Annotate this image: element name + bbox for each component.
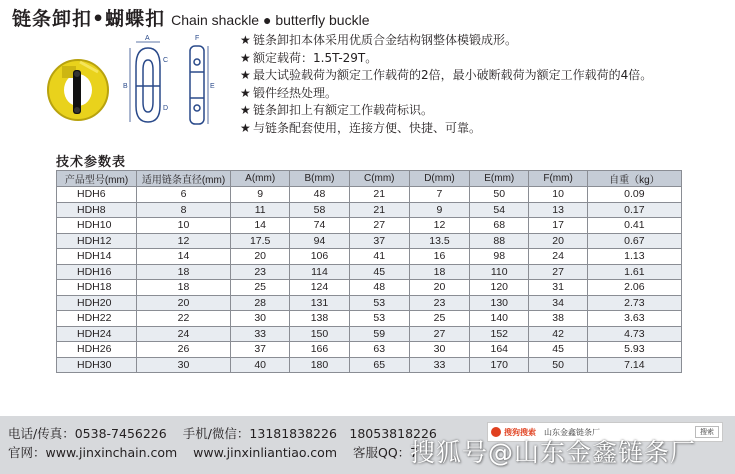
table-cell: 2.73 (587, 295, 681, 311)
cell-model: HDH24 (57, 326, 137, 342)
table-cell: 45 (349, 264, 409, 280)
table-cell: 25 (231, 280, 290, 296)
table-cell: 170 (470, 357, 529, 373)
table-cell: 30 (137, 357, 231, 373)
table-cell: 42 (529, 326, 587, 342)
header-c: C(mm) (349, 171, 409, 187)
page-title (12, 4, 370, 30)
table-cell: 166 (290, 342, 349, 358)
table-cell: 59 (349, 326, 409, 342)
table-cell: 0.67 (587, 233, 681, 249)
table-cell: 14 (231, 218, 290, 234)
table-cell: 18 (409, 264, 469, 280)
table-cell: 130 (470, 295, 529, 311)
table-cell: 180 (290, 357, 349, 373)
footer-phone: 电话/传真：0538-7456226 (8, 426, 167, 441)
footer-website-2[interactable]: www.jinxinliantiao.com (193, 445, 337, 460)
feature-item: ★ 与链条配套使用，连接方便、快捷、可靠。 (240, 120, 730, 138)
table-cell: 40 (231, 357, 290, 373)
table-cell: 30 (231, 311, 290, 327)
table-cell: 45 (529, 342, 587, 358)
table-cell: 20 (409, 280, 469, 296)
table-cell: 1.61 (587, 264, 681, 280)
table-cell: 18 (137, 264, 231, 280)
cell-model: HDH22 (57, 311, 137, 327)
table-cell: 114 (290, 264, 349, 280)
table-row (57, 311, 682, 327)
table-row (57, 357, 682, 373)
table-cell: 98 (470, 249, 529, 265)
table-cell: 28 (231, 295, 290, 311)
table-cell: 58 (290, 202, 349, 218)
table-cell: 5.93 (587, 342, 681, 358)
dim-label-e: E (210, 83, 215, 90)
table-cell: 7.14 (587, 357, 681, 373)
dim-label-b: B (123, 83, 128, 90)
table-cell: 138 (290, 311, 349, 327)
sogou-logo: 搜狗搜索 (491, 427, 536, 438)
table-cell: 31 (529, 280, 587, 296)
star-icon: ★ (240, 85, 251, 100)
spec-table (56, 170, 682, 373)
table-cell: 53 (349, 295, 409, 311)
dim-label-a: A (145, 35, 150, 42)
search-button[interactable]: 搜索 (695, 426, 719, 438)
table-cell: 50 (529, 357, 587, 373)
table-cell: 88 (470, 233, 529, 249)
table-cell: 22 (137, 311, 231, 327)
table-cell: 24 (529, 249, 587, 265)
table-cell: 41 (349, 249, 409, 265)
table-cell: 23 (231, 264, 290, 280)
table-cell: 0.09 (587, 187, 681, 203)
table-cell: 110 (470, 264, 529, 280)
title-english: Chain shackle ● butterfly buckle (171, 12, 370, 28)
table-row (57, 326, 682, 342)
sohu-watermark: 搜狐号@山东金鑫链条厂 (410, 438, 697, 467)
table-cell: 24 (137, 326, 231, 342)
table-cell: 6 (137, 187, 231, 203)
table-cell: 34 (529, 295, 587, 311)
table-cell: 48 (349, 280, 409, 296)
header-b: B(mm) (290, 171, 349, 187)
title-chinese: 链条卸扣•蝴蝶扣 (12, 8, 166, 30)
header-d: D(mm) (409, 171, 469, 187)
table-cell: 33 (231, 326, 290, 342)
table-cell: 150 (290, 326, 349, 342)
table-cell: 48 (290, 187, 349, 203)
cell-model: HDH30 (57, 357, 137, 373)
star-icon: ★ (240, 50, 251, 65)
cell-model: HDH16 (57, 264, 137, 280)
table-cell: 37 (231, 342, 290, 358)
table-cell: 0.17 (587, 202, 681, 218)
table-cell: 9 (231, 187, 290, 203)
table-cell: 21 (349, 202, 409, 218)
table-row (57, 264, 682, 280)
table-row (57, 280, 682, 296)
table-cell: 16 (409, 249, 469, 265)
dim-label-d: D (163, 105, 169, 112)
cell-model: HDH12 (57, 233, 137, 249)
table-cell: 33 (409, 357, 469, 373)
table-cell: 27 (409, 326, 469, 342)
table-cell: 14 (137, 249, 231, 265)
feature-item: ★ 最大试验载荷为额定工作载荷的2倍，最小破断载荷为额定工作载荷的4倍。 (240, 67, 730, 85)
table-cell: 106 (290, 249, 349, 265)
footer-website[interactable]: 官网：www.jinxinchain.com (8, 445, 178, 460)
cell-model: HDH26 (57, 342, 137, 358)
table-cell: 30 (409, 342, 469, 358)
header-e: E(mm) (470, 171, 529, 187)
footer-contact-line (8, 424, 449, 442)
star-icon: ★ (240, 120, 251, 135)
table-cell: 12 (137, 233, 231, 249)
table-row (57, 249, 682, 265)
table-row (57, 202, 682, 218)
header-weight: 自重（kg） (587, 171, 681, 187)
table-cell: 17 (529, 218, 587, 234)
header-f: F(mm) (529, 171, 587, 187)
feature-item: ★ 链条卸扣本体采用优质合金结构钢整体模锻成形。 (240, 32, 730, 50)
feature-item: ★ 链条卸扣上有额定工作载荷标识。 (240, 102, 730, 120)
table-cell: 68 (470, 218, 529, 234)
table-row (57, 187, 682, 203)
feature-item: ★ 额定载荷：1.5T-29T。 (240, 50, 730, 68)
table-cell: 18 (137, 280, 231, 296)
dim-label-f: F (195, 35, 200, 42)
star-icon: ★ (240, 68, 251, 82)
front-drawing (130, 42, 160, 122)
table-header-row (57, 171, 682, 187)
table-cell: 4.73 (587, 326, 681, 342)
product-illustration (40, 32, 230, 132)
table-cell: 20 (137, 295, 231, 311)
table-cell: 3.63 (587, 311, 681, 327)
table-cell: 13.5 (409, 233, 469, 249)
table-cell: 152 (470, 326, 529, 342)
table-cell: 50 (470, 187, 529, 203)
table-cell: 37 (349, 233, 409, 249)
table-cell: 2.06 (587, 280, 681, 296)
feature-list (240, 32, 730, 137)
table-cell: 94 (290, 233, 349, 249)
cell-model: HDH8 (57, 202, 137, 218)
footer-mobile: 手机/微信：13181838226 18053818226 (182, 426, 437, 441)
side-drawing (190, 46, 208, 124)
table-cell: 8 (137, 202, 231, 218)
table-cell: 20 (231, 249, 290, 265)
star-icon: ★ (240, 103, 251, 117)
table-cell: 65 (349, 357, 409, 373)
butterfly-shackle-icon (40, 32, 230, 132)
table-cell: 13 (529, 202, 587, 218)
tech-params-title: 技术参数表 (56, 155, 127, 170)
cell-model: HDH6 (57, 187, 137, 203)
table-cell: 10 (137, 218, 231, 234)
footer-web-line (8, 443, 430, 461)
table-cell: 1.13 (587, 249, 681, 265)
table-cell: 164 (470, 342, 529, 358)
table-cell: 9 (409, 202, 469, 218)
table-cell: 140 (470, 311, 529, 327)
table-cell: 17.5 (231, 233, 290, 249)
table-row (57, 218, 682, 234)
table-cell: 131 (290, 295, 349, 311)
header-a: A(mm) (231, 171, 290, 187)
table-cell: 26 (137, 342, 231, 358)
table-cell: 21 (349, 187, 409, 203)
table-cell: 11 (231, 202, 290, 218)
dim-label-c: C (163, 57, 169, 64)
header-model: 产品型号(mm) (57, 171, 137, 187)
table-row (57, 233, 682, 249)
table-row (57, 342, 682, 358)
table-cell: 120 (470, 280, 529, 296)
table-cell: 74 (290, 218, 349, 234)
table-cell: 25 (409, 311, 469, 327)
table-cell: 38 (529, 311, 587, 327)
footer-qq: 客服QQ：7 (352, 445, 419, 460)
shackle-photo (48, 60, 108, 120)
table-cell: 0.41 (587, 218, 681, 234)
cell-model: HDH18 (57, 280, 137, 296)
header-chain-dia: 适用链条直径(mm) (137, 171, 231, 187)
table-cell: 7 (409, 187, 469, 203)
table-cell: 10 (529, 187, 587, 203)
table-cell: 63 (349, 342, 409, 358)
table-cell: 12 (409, 218, 469, 234)
shop-name: 山东金鑫链条厂 (544, 427, 600, 437)
cell-model: HDH10 (57, 218, 137, 234)
cell-model: HDH20 (57, 295, 137, 311)
table-cell: 27 (529, 264, 587, 280)
feature-item: ★ 锻件经热处理。 (240, 85, 730, 103)
table-cell: 53 (349, 311, 409, 327)
cell-model: HDH14 (57, 249, 137, 265)
table-row (57, 295, 682, 311)
star-icon: ★ (240, 33, 251, 47)
table-cell: 54 (470, 202, 529, 218)
table-cell: 20 (529, 233, 587, 249)
table-cell: 27 (349, 218, 409, 234)
table-cell: 23 (409, 295, 469, 311)
table-cell: 124 (290, 280, 349, 296)
